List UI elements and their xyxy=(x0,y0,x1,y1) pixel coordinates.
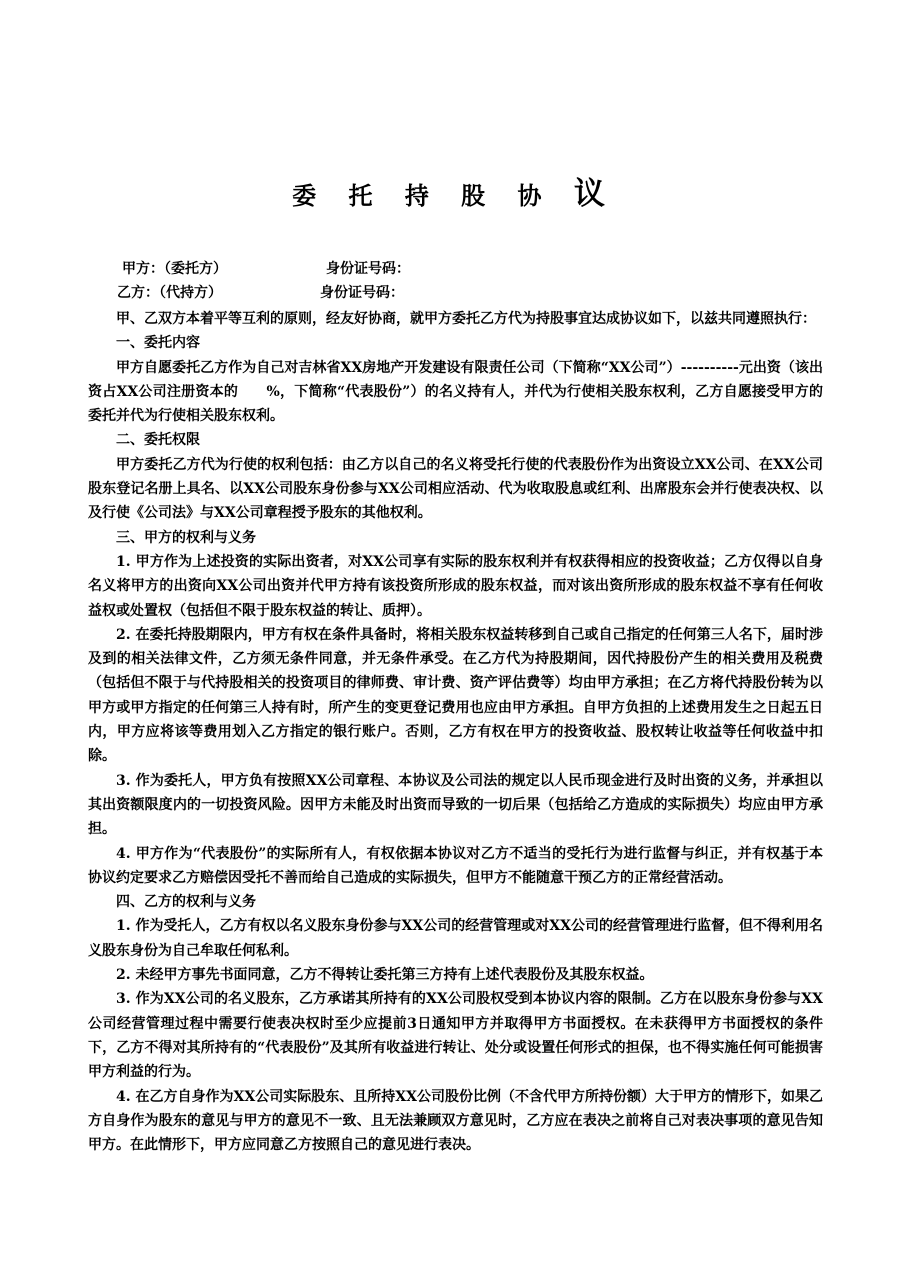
section-heading-4: 四、乙方的权利与义务 xyxy=(116,894,256,911)
section-heading-1: 一、委托内容 xyxy=(116,335,200,352)
party-b-line xyxy=(117,283,404,303)
section-4-paragraph-3: 3. 作为XX公司的名义股东，乙方承诺其所持有的XX公司股权受到本协议内容的限制。乙方在以股东身份参与XX公司经营管理过程中需要行使表决权时至少应提前3日通知甲方并取得甲方书面授权。在未获得甲方书面授权的条件下，乙方不得对其所持有的“代表股份”及其所有收益进行转让、处分或设置任何形式的担保，也不得实施任何可能损害甲方利益的行为。 xyxy=(88,991,823,1081)
preamble-paragraph: 甲、乙双方本着平等互利的原则，经友好协商，就甲方委托乙方代为持股事宜达成协议如下，以兹共同遵照执行： xyxy=(116,311,816,327)
party-a-label: 甲方：（委托方） xyxy=(122,261,227,277)
title-main: 委 托 持 股 协 xyxy=(292,182,554,210)
section-heading-3: 三、甲方的权利与义务 xyxy=(116,529,256,546)
party-b-label: 乙方：（代持方） xyxy=(117,285,222,301)
agreement-body xyxy=(88,307,823,1157)
section-3-paragraph-2: 2. 在委托持股期限内，甲方有权在条件具备时，将相关股东权益转移到自己或自己指定的任何第三人名下，届时涉及到的相关法律文件，乙方须无条件同意，并无条件承受。在乙方代为持股期间，因代持股份产生的相关费用及税费（包括但不限于与代持股相关的投资项目的律师费、审计费、资产评估费等）均由甲方承担；在乙方将代持股份转为以甲方或甲方指定的任何第三人持有时，所产生的变更登记费用也应由甲方承担。自甲方负担的上述费用发生之日起五日内，甲方应将该等费用划入乙方指定的银行账户。否则，乙方有权在甲方的投资收益、股权转让收益等任何收益中扣除。 xyxy=(88,626,823,765)
party-a-id-label: 身份证号码： xyxy=(326,261,410,277)
section-4-paragraph-1: 1. 作为受托人，乙方有权以名义股东身份参与XX公司的经营管理或对XX公司的经营管理进行监督，但不得利用名义股东身份为自己牟取任何私利。 xyxy=(88,918,823,959)
section-3-paragraph-3: 3. 作为委托人，甲方负有按照XX公司章程、本协议及公司法的规定以人民币现金进行及时出资的义务，并承担以其出资额限度内的一切投资风险。因甲方未能及时出资而导致的一切后果（包括给乙方造成的实际损失）均应由甲方承担。 xyxy=(88,772,823,838)
document-title xyxy=(0,168,909,213)
title-last-char: 议 xyxy=(573,176,617,212)
party-b-id-label: 身份证号码： xyxy=(320,285,404,301)
party-a-line xyxy=(122,259,410,279)
section-3-paragraph-1: 1. 甲方作为上述投资的实际出资者，对XX公司享有实际的股东权利并有权获得相应的投资收益；乙方仅得以自身名义将甲方的出资向XX公司出资并代甲方持有该投资所形成的股东权益，而对该出资所形成的股东权益不享有任何收益权或处置权（包括但不限于股东权益的转让、质押）。 xyxy=(88,553,823,619)
section-4-paragraph-2: 2. 未经甲方事先书面同意，乙方不得转让委托第三方持有上述代表股份及其股东权益。 xyxy=(116,967,654,984)
section-4-paragraph-4: 4. 在乙方自身作为XX公司实际股东、且所持XX公司股份比例（不含代甲方所持份额）大于甲方的情形下，如果乙方自身作为股东的意见与甲方的意见不一致、且无法兼顾双方意见时，乙方应在表决之前将自己对表决事项的意见告知甲方。在此情形下，甲方应同意乙方按照自己的意见进行表决。 xyxy=(88,1088,823,1154)
section-2-paragraph-1: 甲方委托乙方代为行使的权利包括：由乙方以自己的名义将受托行使的代表股份作为出资设立XX公司、在XX公司股东登记名册上具名、以XX公司股东身份参与XX公司相应活动、代为收取股息或红利、出席股东会并行使表决权、以及行使《公司法》与XX公司章程授予股东的其他权利。 xyxy=(88,456,823,522)
section-1-paragraph-1: 甲方自愿委托乙方作为自己对吉林省XX房地产开发建设有限责任公司（下简称“XX公司”）----------元出资（该出资占XX公司注册资本的 %，下简称“代表股份”）的名义持有人，并代为行使相关股东权利，乙方自愿接受甲方的委托并代为行使相关股东权利。 xyxy=(88,359,823,425)
section-heading-2: 二、委托权限 xyxy=(116,432,200,449)
section-3-paragraph-4: 4. 甲方作为“代表股份”的实际所有人，有权依据本协议对乙方不适当的受托行为进行监督与纠正，并有权基于本协议约定要求乙方赔偿因受托不善而给自己造成的实际损失，但甲方不能随意干预乙方的正常经营活动。 xyxy=(88,845,823,886)
